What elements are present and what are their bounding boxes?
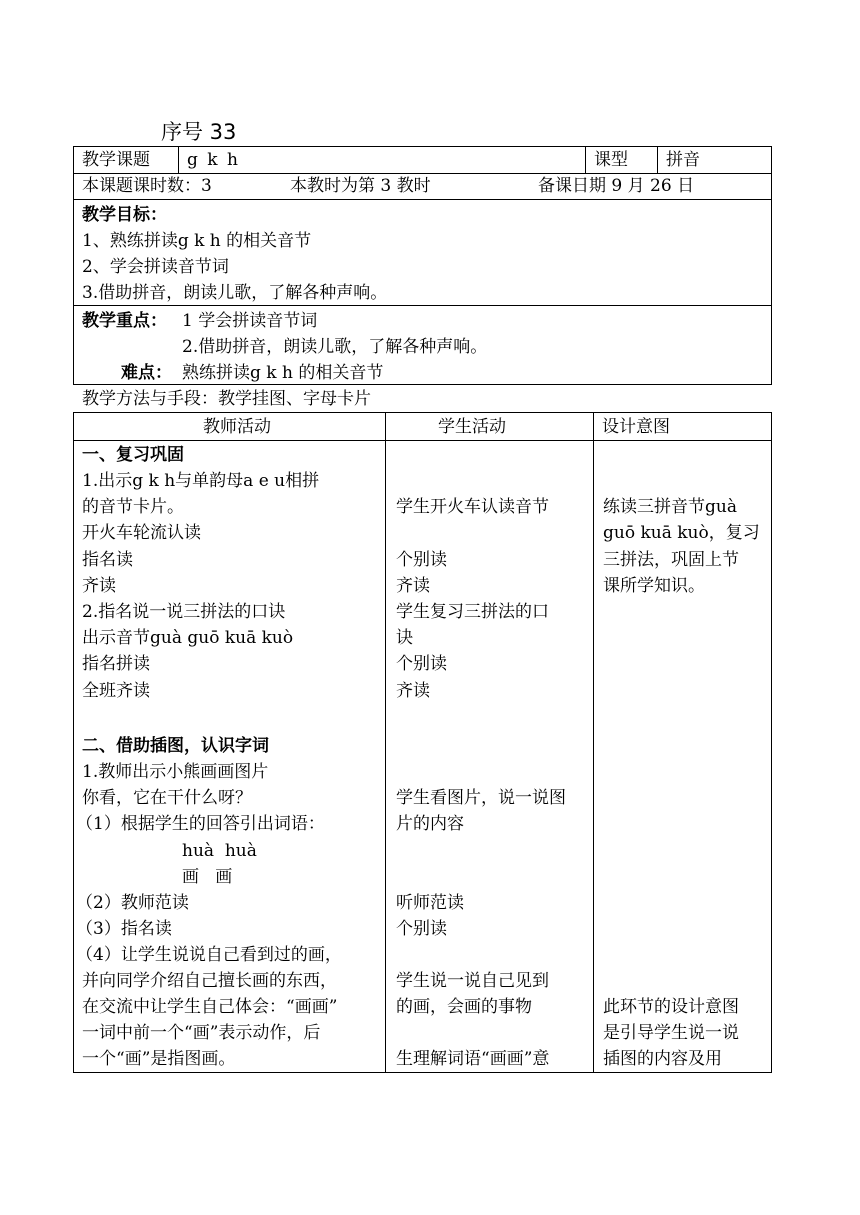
student-line: 学生说一说自己见到 — [396, 971, 549, 991]
intent-line: 课所学知识。 — [603, 576, 705, 596]
teacher-line: 在交流中让学生自己体会：“画画” — [82, 997, 338, 1017]
student-line: 学生复习三拼法的口 — [396, 602, 549, 622]
current-lesson: 本教时为第 3 教时 — [290, 176, 431, 196]
teacher-line: 1.教师出示小熊画画图片 — [82, 762, 269, 782]
student-line: 学生开火车认读音节 — [396, 497, 549, 517]
intent-line: 练读三拼音节guà — [603, 497, 737, 517]
teacher-line: （1）根据学生的回答引出词语： — [76, 814, 325, 834]
word-line: 画 画 — [182, 867, 233, 887]
topic-value: g k h — [187, 150, 240, 170]
student-line: 个别读 — [396, 550, 447, 570]
teacher-line: 指名拼读 — [82, 654, 150, 674]
teacher-line: 齐读 — [82, 576, 116, 596]
objective-item: 1、熟练拼读g k h 的相关音节 — [82, 231, 312, 251]
teacher-line: 并向同学介绍自己擅长画的东西， — [82, 971, 337, 991]
student-line: 诀 — [396, 628, 413, 648]
pinyin-line: huà huà — [182, 841, 257, 861]
intent-column-header: 设计意图 — [602, 417, 670, 437]
student-line: 齐读 — [396, 576, 430, 596]
teacher-line: 1.出示g k h与单韵母a e u相拼 — [82, 471, 320, 491]
student-line: 齐读 — [396, 681, 430, 701]
section-heading: 一、复习巩固 — [82, 445, 184, 465]
objective-item: 2、学会拼读音节词 — [82, 257, 229, 277]
intent-line: 插图的内容及用 — [603, 1049, 722, 1069]
page-title: 序号 33 — [161, 120, 237, 144]
student-line: 的画，会画的事物 — [396, 997, 532, 1017]
intent-line: 此环节的设计意图 — [603, 997, 739, 1017]
teacher-line: 指名读 — [82, 550, 133, 570]
teacher-line: 的音节卡片。 — [82, 497, 184, 517]
teacher-line: （4）让学生说说自己看到过的画， — [76, 945, 342, 965]
teacher-line: 全班齐读 — [82, 681, 150, 701]
type-label: 课型 — [594, 150, 628, 170]
objectives-label: 教学目标： — [82, 205, 167, 225]
student-column-header: 学生活动 — [438, 417, 506, 437]
student-line: 学生看图片，说一说图 — [396, 788, 566, 808]
student-line: 听师范读 — [396, 893, 464, 913]
student-line: 个别读 — [396, 654, 447, 674]
intent-line: guō kuā kuò，复习 — [603, 523, 760, 543]
difficulty-value: 熟练拼读g k h 的相关音节 — [182, 363, 384, 383]
teaching-methods: 教学方法与手段：教学挂图、字母卡片 — [82, 389, 371, 409]
focus-line: 1 学会拼读音节词 — [182, 311, 318, 331]
focus-label: 教学重点： — [82, 311, 167, 331]
student-line: 生理解词语“画画”意 — [396, 1049, 550, 1069]
intent-line: 是引导学生说一说 — [603, 1023, 739, 1043]
teacher-line: （2）教师范读 — [76, 893, 189, 913]
section-heading: 二、借助插图，认识字词 — [82, 736, 269, 756]
type-value: 拼音 — [666, 150, 700, 170]
lesson-hours: 本课题课时数：3 — [82, 176, 212, 196]
prep-date: 备课日期 9 月 26 日 — [538, 176, 695, 196]
topic-label: 教学课题 — [82, 150, 150, 170]
teacher-line: 2.指名说一说三拼法的口诀 — [82, 602, 286, 622]
student-line: 片的内容 — [396, 814, 464, 834]
teacher-line: 一词中前一个“画”表示动作，后 — [82, 1023, 321, 1043]
student-line: 个别读 — [396, 919, 447, 939]
objective-item: 3.借助拼音，朗读儿歌，了解各种声响。 — [82, 283, 388, 303]
teacher-line: 一个“画”是指图画。 — [82, 1049, 236, 1069]
intent-line: 三拼法，巩固上节 — [603, 550, 739, 570]
focus-line: 2.借助拼音，朗读儿歌，了解各种声响。 — [182, 337, 488, 357]
teacher-column-header: 教师活动 — [203, 417, 271, 437]
teacher-line: 你看，它在干什么呀？ — [82, 788, 252, 808]
teacher-line: （3）指名读 — [76, 919, 172, 939]
teacher-line: 出示音节guà guō kuā kuò — [82, 628, 294, 648]
teacher-line: 开火车轮流认读 — [82, 523, 201, 543]
difficulty-label: 难点： — [121, 363, 172, 383]
